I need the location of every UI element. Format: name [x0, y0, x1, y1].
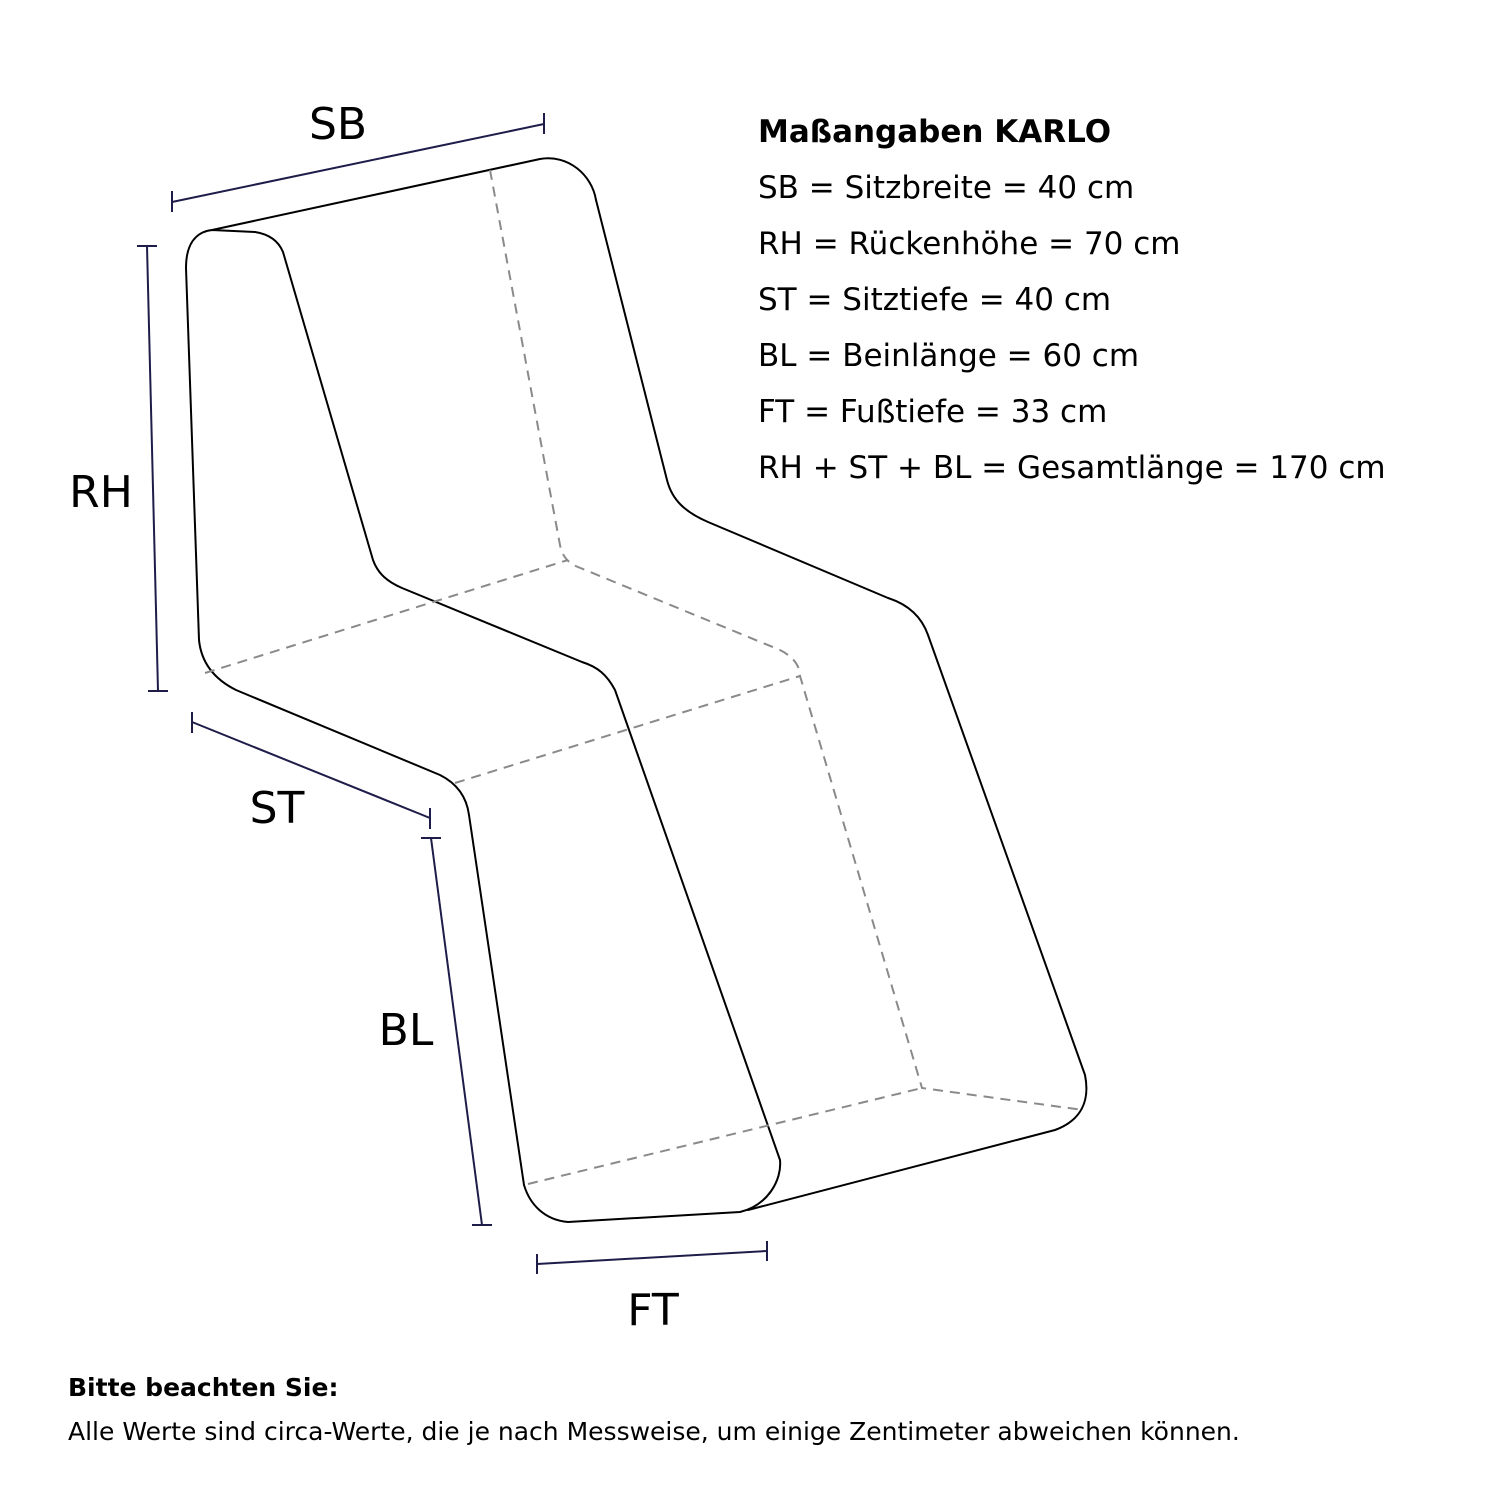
- note-title: Bitte beachten Sie:: [68, 1373, 339, 1402]
- ft-dimension-line: [537, 1241, 767, 1274]
- st-label: ST: [249, 783, 305, 834]
- specifications-panel: [758, 104, 1478, 496]
- dimension-lines: [137, 113, 767, 1274]
- hidden-cross-edge-2: [455, 676, 800, 783]
- spec-line-sitzbreite: SB = Sitzbreite = 40 cm: [758, 170, 1135, 206]
- spec-line-beinlaenge: BL = Beinlänge = 60 cm: [758, 338, 1140, 374]
- rh-label: RH: [69, 467, 133, 518]
- hidden-cross-edge-3: [528, 1088, 922, 1184]
- ft-label: FT: [627, 1285, 679, 1336]
- spec-line-rueckenhoehe: RH = Rückenhöhe = 70 cm: [758, 226, 1181, 262]
- st-dimension-line: [192, 712, 430, 829]
- bl-label: BL: [378, 1005, 434, 1056]
- specifications-title: Maßangaben KARLO: [758, 114, 1112, 150]
- hidden-cross-edge-1: [205, 560, 568, 673]
- front-side-panel: [186, 230, 780, 1222]
- spec-line-fusstiefe: FT = Fußtiefe = 33 cm: [758, 394, 1108, 430]
- note-text: Alle Werte sind circa-Werte, die je nach Messweise, um einige Zentimeter abweichen können.: [68, 1417, 1240, 1446]
- spec-line-gesamtlaenge: RH + ST + BL = Gesamtlänge = 170 cm: [758, 450, 1386, 486]
- top-edge: [212, 158, 596, 230]
- spec-line-sitztiefe: ST = Sitztiefe = 40 cm: [758, 282, 1112, 318]
- sb-label: SB: [308, 99, 368, 150]
- note-section: [68, 1366, 1488, 1454]
- rh-dimension-line: [137, 246, 168, 691]
